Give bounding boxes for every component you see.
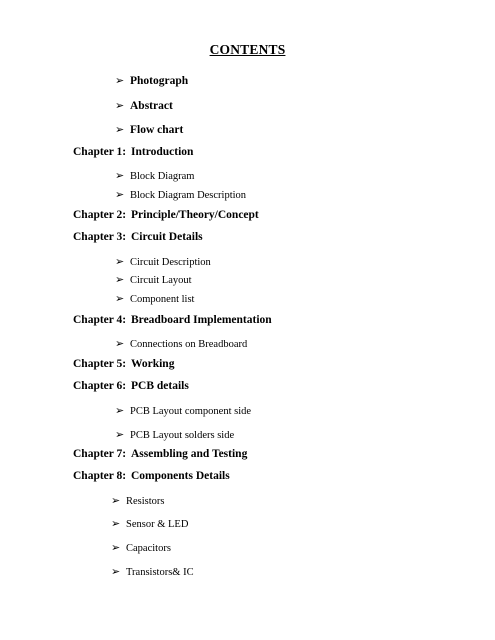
- toc-item-flow-chart: [115, 123, 183, 136]
- arrow-bullet-icon: ➢: [115, 428, 125, 441]
- toc-subitem: [111, 565, 194, 578]
- toc-subitem: [115, 273, 192, 286]
- arrow-bullet-icon: ➢: [115, 188, 125, 201]
- arrow-bullet-icon: ➢: [115, 404, 125, 417]
- chapter-5-heading: [73, 358, 174, 370]
- toc-subitem-label: Block Diagram: [130, 171, 195, 182]
- chapter-number: Chapter 5:: [73, 358, 127, 370]
- chapter-7-heading: [73, 448, 247, 460]
- chapter-number: Chapter 8:: [73, 470, 127, 482]
- arrow-bullet-icon: ➢: [115, 255, 125, 268]
- toc-subitem: [115, 428, 234, 441]
- toc-item-label: Photograph: [130, 75, 189, 87]
- toc-subitem-label: Circuit Description: [130, 257, 211, 268]
- toc-subitem-label: Connections on Breadboard: [130, 339, 248, 350]
- toc-subitem: [111, 517, 188, 530]
- toc-subitem: [115, 404, 251, 417]
- chapter-2-heading: [73, 209, 259, 221]
- arrow-bullet-icon: ➢: [115, 337, 125, 350]
- page-title: CONTENTS: [209, 42, 286, 57]
- toc-item-abstract: [115, 99, 173, 112]
- arrow-bullet-icon: ➢: [115, 74, 125, 87]
- chapter-title: PCB details: [131, 380, 189, 392]
- chapter-number: Chapter 7:: [73, 448, 127, 460]
- toc-subitem: [115, 255, 211, 268]
- arrow-bullet-icon: ➢: [115, 99, 125, 112]
- chapter-3-heading: [73, 231, 203, 243]
- arrow-bullet-icon: ➢: [115, 273, 125, 286]
- toc-subitem-label: Resistors: [126, 496, 165, 507]
- toc-subitem-label: Transistors& IC: [126, 567, 194, 578]
- toc-item-label: Abstract: [130, 100, 173, 112]
- toc-subitem: [111, 494, 165, 507]
- chapter-number: Chapter 2:: [73, 209, 127, 221]
- chapter-6-heading: [73, 380, 189, 392]
- chapter-title: Working: [131, 358, 175, 370]
- chapter-number: Chapter 4:: [73, 314, 127, 326]
- arrow-bullet-icon: ➢: [111, 541, 121, 554]
- chapter-number: Chapter 3:: [73, 231, 127, 243]
- chapter-title: Breadboard Implementation: [131, 314, 272, 326]
- toc-subitem: [115, 169, 194, 182]
- chapter-title: Circuit Details: [131, 231, 203, 243]
- chapter-title: Introduction: [131, 146, 194, 158]
- toc-subitem-label: PCB Layout component side: [130, 406, 252, 417]
- toc-subitem-label: Component list: [130, 294, 195, 305]
- arrow-bullet-icon: ➢: [115, 292, 125, 305]
- chapter-title: Principle/Theory/Concept: [131, 209, 259, 221]
- arrow-bullet-icon: ➢: [111, 517, 121, 530]
- toc-subitem: [115, 337, 247, 350]
- toc-subitem-label: PCB Layout solders side: [130, 430, 235, 441]
- arrow-bullet-icon: ➢: [115, 123, 125, 136]
- arrow-bullet-icon: ➢: [115, 169, 125, 182]
- toc-subitem-label: Block Diagram Description: [130, 190, 247, 201]
- toc-subitem-label: Capacitors: [126, 543, 171, 554]
- toc-item-label: Flow chart: [130, 124, 184, 136]
- chapter-1-heading: [73, 146, 193, 158]
- chapter-title: Components Details: [131, 470, 230, 482]
- toc-subitem-label: Circuit Layout: [130, 275, 192, 286]
- arrow-bullet-icon: ➢: [111, 494, 121, 507]
- toc-subitem-label: Sensor & LED: [126, 519, 189, 530]
- toc-subitem: [111, 541, 171, 554]
- chapter-4-heading: [73, 314, 272, 326]
- arrow-bullet-icon: ➢: [111, 565, 121, 578]
- chapter-title: Assembling and Testing: [131, 448, 248, 460]
- toc-subitem: [115, 188, 246, 201]
- toc-subitem: [115, 292, 194, 305]
- chapter-number: Chapter 1:: [73, 146, 127, 158]
- chapter-8-heading: [73, 470, 230, 482]
- chapter-number: Chapter 6:: [73, 380, 127, 392]
- toc-item-photograph: [115, 74, 188, 87]
